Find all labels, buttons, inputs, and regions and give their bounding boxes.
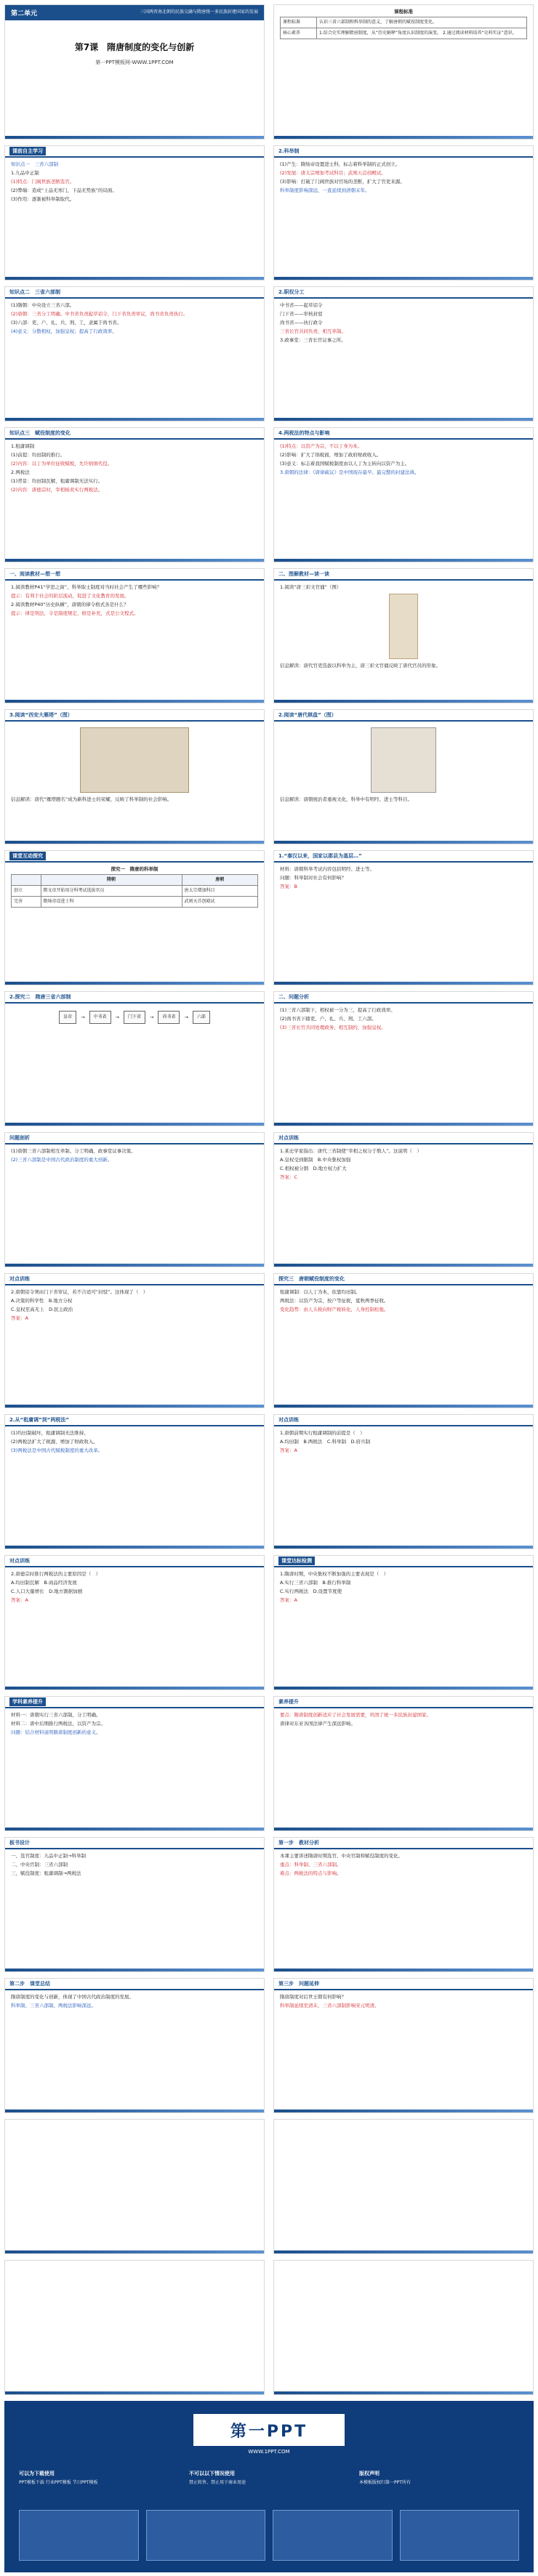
figure-placeholder [389, 594, 418, 659]
slide-header: 2.从“租庸调”到“两税法” [5, 1415, 264, 1426]
text-line: 隋唐制度对后世王朝有何影响？ [280, 1994, 346, 2000]
text-line: 科举制度影响深远，一直延续到清朝末年。 [280, 187, 370, 193]
text-line: 要点：隋唐制度创新适应了社会发展需要，巩固了统一多民族封建国家。 [280, 1712, 431, 1718]
slide-body [5, 722, 264, 807]
slide-header: 一、阅读教材—想一想 [5, 569, 264, 581]
footer-col-text: 本模板版权归第一PPT所有 [359, 2480, 411, 2485]
thumbnail-image[interactable] [19, 2510, 139, 2561]
text-line: 1.阅读“唐三彩文官俑”（图） [280, 584, 342, 590]
footer-col-title: 版权声明 [359, 2471, 380, 2476]
bottom-bar [274, 1969, 533, 1971]
text-line: 问题：结合材料说明隋唐制度创新的意义。 [11, 1729, 101, 1735]
bottom-bar [5, 418, 264, 421]
bottom-bar [274, 559, 533, 562]
text-line: 问题：科举制对社会有何影响？ [280, 875, 346, 881]
bottom-bar [274, 277, 533, 280]
bottom-bar [274, 1546, 533, 1549]
unit-band [5, 5, 264, 20]
text-line: 一、选官制度：九品中正制→科举制 [11, 1853, 86, 1859]
slide-25 [273, 1696, 534, 1831]
text-line: A.实行三省六部制 B.推行科举制 [280, 1580, 351, 1586]
slide-header: 2.探究二 隋唐三省六部制 [5, 992, 264, 1004]
slide-body [274, 1849, 533, 1881]
slide-5 [273, 286, 534, 421]
footer-banner [4, 2401, 534, 2572]
text-line: C.皇权至高无上 D.民主政治 [11, 1307, 73, 1312]
text-line: 答案：A [11, 1597, 28, 1603]
bottom-bar [5, 1123, 264, 1126]
slide-header [274, 1556, 533, 1567]
slide-header: 2.阅读“唐代棋盘”（图） [274, 710, 533, 722]
text-line: 科举制、三省六部制、两税法影响深远。 [11, 2003, 96, 2008]
bottom-bar [5, 1264, 264, 1267]
text-line: A.决策的科学性 B.地方分权 [11, 1298, 73, 1304]
bottom-bar [274, 700, 533, 703]
thumbnail-image[interactable] [273, 2510, 393, 2561]
bottom-bar [5, 841, 264, 844]
table-row [12, 897, 258, 908]
slide-17 [273, 1132, 534, 1267]
table-row [12, 875, 258, 886]
slide-28 [4, 1978, 265, 2113]
slide-body [5, 1708, 264, 1740]
thumbnail-image[interactable] [146, 2510, 266, 2561]
text-line: 科举制延续至清末，三省六部制影响宋元明清。 [280, 2003, 380, 2008]
slide-21 [273, 1414, 534, 1549]
slide-header: 对点训练 [5, 1556, 264, 1567]
footer-col [19, 2471, 179, 2486]
bottom-bar [5, 700, 264, 703]
table-header: 唐朝 [182, 875, 258, 886]
text-line: 二、中央官制：三省六部制 [11, 1862, 68, 1868]
structure-diagram: 皇帝 → 中书省 → 门下省 → 尚书省 → 六部 [11, 1011, 258, 1024]
slide-12 [4, 850, 265, 985]
table-row [281, 28, 527, 39]
text-line: (1)背景：均田制瓦解，租庸调制无法实行。 [11, 478, 103, 484]
text-line: (3)作用：逐渐被科举制取代。 [11, 196, 75, 202]
text-line: 三省长官共同负责，相互牵制。 [280, 328, 346, 334]
footer-col-text: PPT模板下载 行业PPT模板 节日PPT模板 [19, 2480, 98, 2485]
slide-body [5, 863, 264, 911]
table-cell: 隋文帝开始用分科考试选拔官员 [41, 886, 182, 897]
slide-body [274, 863, 533, 895]
goals-slide [273, 4, 534, 140]
text-line: 三、赋役制度：租庸调制→两税法 [11, 1870, 81, 1876]
text-line: (2)唐朝：三省分工明确。中书省负责起草诏令，门下省负责审议，尚书省负责执行。 [11, 311, 188, 317]
slide-body [274, 1426, 533, 1458]
slide-header: 4.两税法的特点与影响 [274, 428, 533, 440]
text-line: (2)三省六部制是中国古代政治制度的重大创新。 [11, 1157, 113, 1163]
bottom-bar [5, 1969, 264, 1971]
bottom-bar [5, 1546, 264, 1549]
blank-slide [4, 2260, 265, 2395]
table-cell: 完善 [12, 897, 41, 908]
slide-body [274, 1708, 533, 1732]
goals-title: 课程标准 [394, 9, 413, 15]
table-cell: 武则天首创殿试 [182, 897, 258, 908]
bottom-bar [274, 418, 533, 421]
text-line: (2)弊端：造成“上品无寒门，下品无势族”的局面。 [11, 187, 117, 193]
table-cell: 核心素养 [281, 28, 317, 39]
footer-col [359, 2471, 519, 2486]
text-line: (2)尚书省下辖吏、户、礼、兵、刑、工六部。 [280, 1016, 377, 1022]
text-line: 材料：唐朝科举考试内容包括明经、进士等。 [280, 866, 374, 872]
bottom-bar [274, 1405, 533, 1408]
slide-29 [273, 1978, 534, 2113]
text-line: 1.唐朝前期实行租庸调制的前提是（ ） [280, 1430, 365, 1436]
bottom-bar [274, 1687, 533, 1689]
footer-col-title: 可以为下载使用 [19, 2471, 55, 2476]
text-line: (2)内容：唐德宗时，宰相杨炎实行两税法。 [11, 487, 103, 493]
bottom-bar [5, 136, 264, 139]
text-line: 本课主要讲述隋唐时期选官、中央官制和赋役制度的变化。 [280, 1853, 403, 1859]
slide-23 [273, 1555, 534, 1690]
figure-placeholder [80, 727, 189, 793]
text-line: (1)前提：均田制的推行。 [11, 452, 65, 458]
slide-header: 对点训练 [274, 1415, 533, 1426]
slide-body [274, 722, 533, 807]
bottom-bar [5, 2250, 264, 2253]
text-line: 租庸调制：以人丁为本，依靠均田制。 [280, 1289, 361, 1295]
bottom-bar [5, 1687, 264, 1689]
text-line: 知识点一 三省六部制 [11, 161, 58, 167]
slide-14 [4, 991, 265, 1126]
text-line: 信息解读：唐代官吏选拔以科举为主，唐三彩文官俑反映了唐代官员的形象。 [280, 663, 441, 669]
diagram-node: 中书省 [89, 1011, 111, 1024]
header-tag: 课前自主学习 [9, 147, 46, 156]
table-cell: 课程标准 [281, 17, 317, 28]
slide-header: 探究三 唐朝赋役制度的变化 [274, 1274, 533, 1285]
table-cell: 1.结合史实理解隋唐制度，从“历史解释”角度认识制度的演变。 2.通过阅读材料培养“史料实证”意识。 [317, 28, 527, 39]
text-line: 中书省——起草诏令 [280, 302, 323, 308]
bottom-bar [274, 136, 533, 139]
slide-header: 第一步 教材分析 [274, 1838, 533, 1849]
diagram-node: 尚书省 [158, 1011, 180, 1024]
bottom-bar [274, 1264, 533, 1267]
blank-slide [273, 2260, 534, 2395]
text-line: 难点：两税法的特点与影响。 [280, 1870, 342, 1876]
text-line: (1)特点：以资产为宗，不以丁身为本。 [280, 443, 363, 449]
slide-body [274, 581, 533, 674]
slide-body [274, 440, 533, 480]
text-line: 2.唐德宗时推行两税法的主要原因是（ ） [11, 1571, 101, 1577]
table-header: 隋朝 [41, 875, 182, 886]
slide-header: 二、问题分析 [274, 992, 533, 1004]
slide-16 [4, 1132, 265, 1267]
text-line: 1.隋唐时期，中央集权不断加强的主要表现是（ ） [280, 1571, 389, 1577]
text-line: 尚书省——执行政令 [280, 320, 323, 326]
text-line: A.均田制瓦解 B.商品经济发展 [11, 1580, 77, 1586]
goals-table [280, 17, 527, 39]
header-tag: 学科素养提升 [9, 1697, 46, 1706]
text-line: 2.阅读教材P40“历史纵横”，唐朝的律令格式各是什么？ [11, 602, 129, 607]
text-line: 门下省——审核封驳 [280, 311, 323, 317]
text-line: (3)意义：标志着我国赋税制度由以人丁为主转向以资产为主。 [280, 461, 410, 467]
cover-slide [4, 4, 265, 140]
slide-4 [4, 286, 265, 421]
text-line: (3)影响：打破了门阀世族对官场的垄断，扩大了官吏来源。 [280, 179, 405, 185]
slide-body [274, 1144, 533, 1185]
bottom-bar [5, 559, 264, 562]
slide-20 [4, 1414, 265, 1549]
table-row [12, 886, 258, 897]
text-line: (1)特点：门阀世族垄断选官。 [11, 179, 75, 185]
text-line: 1.租庸调制 [11, 443, 35, 449]
text-line: 材料一：唐朝实行三省六部制，分工明确。 [11, 1712, 101, 1718]
text-line: 隋唐制度的变化与创新，体现了中国古代政治制度的发展。 [11, 1994, 134, 2000]
bottom-bar [5, 277, 264, 280]
footer-logo: 第一PPT [193, 2414, 345, 2446]
bottom-bar [274, 2109, 533, 2112]
header-tag: 课堂达标检测 [278, 1556, 315, 1565]
slide-body [274, 1990, 533, 2014]
slide-15 [273, 991, 534, 1126]
slide-body [274, 1004, 533, 1035]
diagram-node: 皇帝 [59, 1011, 76, 1024]
text-line: (2)两税法扩大了税源，增加了财政收入。 [11, 1439, 98, 1445]
slide-27 [273, 1837, 534, 1972]
footer-col [189, 2471, 349, 2486]
slide-header: 知识点三 赋役制度的变化 [5, 428, 264, 440]
slide-body [274, 1285, 533, 1317]
text-line: 1.某史学家指出：唐代三省制使“宰相之权分于数人”。这说明（ ） [280, 1148, 422, 1154]
text-line: C.实行两税法 D.设置节度使 [280, 1588, 342, 1594]
bottom-bar [5, 2109, 264, 2112]
thumbnail-image[interactable] [400, 2510, 520, 2561]
slide-header: 素养提升 [274, 1697, 533, 1708]
slide-18 [4, 1273, 265, 1408]
figure-placeholder [371, 727, 436, 793]
text-line: 答案：B [280, 884, 297, 889]
slide-header: 问题剖析 [5, 1133, 264, 1144]
text-line: 两税法：以资产为宗，按户等征税，夏秋两季征收。 [280, 1298, 389, 1304]
slide-header: 知识点二 三省六部制 [5, 287, 264, 299]
section-title: 探究一 隋唐的科举制 [111, 866, 158, 872]
footer-col-title: 不可以以下情况使用 [189, 2471, 235, 2476]
slide-body [274, 1567, 533, 1608]
slide-body [5, 1567, 264, 1608]
header-tag: 课堂互动探究 [9, 852, 46, 860]
diagram-node: 门下省 [124, 1011, 145, 1024]
table-cell: 认识三省六部制和科举制的意义，了解唐朝的赋役制度变化。 [317, 17, 527, 28]
footer-site[interactable]: WWW.1PPT.COM [248, 2449, 290, 2455]
text-line: (2)内容：以丁为单位征收赋税，允许纳绢代役。 [11, 461, 113, 467]
bottom-bar [5, 982, 264, 985]
slide-header [5, 1697, 264, 1708]
text-line: (2)影响：扩大了纳税面，增加了政府财政收入。 [280, 452, 382, 458]
table-cell: 创立 [12, 886, 41, 897]
bottom-bar [274, 2250, 533, 2253]
text-line: 信息解读：唐代“雁塔题名”成为新科进士的荣耀，反映了科举制的社会影响。 [11, 796, 172, 802]
slide-body [274, 299, 533, 348]
slide-2 [4, 145, 265, 280]
slide-header: 2.科举制 [274, 146, 533, 158]
text-line: (1)隋朝：中央设立三省六部。 [11, 302, 75, 308]
slide-11 [273, 709, 534, 844]
bottom-bar [274, 982, 533, 985]
text-line: 变化趋势：由人头税向财产税转化，人身控制松弛。 [280, 1307, 389, 1312]
text-line: (3)两税法是中国古代赋税制度的重大改革。 [11, 1448, 103, 1453]
slide-body [5, 1144, 264, 1168]
lesson-title: 第7课 隋唐制度的变化与创新 [74, 42, 195, 52]
bottom-bar [274, 841, 533, 844]
table-row [281, 17, 527, 28]
slide-header: 第三步 问题延伸 [274, 1979, 533, 1990]
text-line: 答案：C [280, 1174, 298, 1180]
footer-thumbnails [19, 2510, 519, 2561]
slide-body [5, 299, 264, 339]
bottom-bar [274, 1123, 533, 1126]
slide-body [5, 1849, 264, 1881]
slide-7 [273, 427, 534, 562]
slide-header: 2.职权分工 [274, 287, 533, 299]
footer-col-text: 禁止转售、禁止用于商业用途 [189, 2480, 246, 2485]
text-line: 答案：A [280, 1597, 297, 1603]
text-line: 3.唐朝的法律：《唐律疏议》是中国现存最早、最完整的封建法典。 [280, 469, 419, 475]
slide-body [5, 1426, 264, 1458]
compare-table [11, 874, 258, 908]
text-line: 提示：有利于社会的阶层流动，促进了文化教育的发展。 [11, 593, 129, 599]
text-line: (1)均田制破坏，租庸调制无法维持。 [11, 1430, 89, 1436]
slide-header: 第二步 课堂总结 [5, 1979, 264, 1990]
text-line: 信息解读：唐朝统治者重视文化，科举中有明经、进士等科目。 [280, 796, 412, 802]
bottom-bar [5, 1828, 264, 1830]
slide-header: 二、图解教材—读一读 [274, 569, 533, 581]
table-cell: 隋炀帝设进士科 [41, 897, 182, 908]
text-line: (3)六部：吏、户、礼、兵、刑、工，隶属于尚书省。 [11, 320, 122, 326]
slide-body [5, 1990, 264, 2014]
slide-3 [273, 145, 534, 280]
text-line: (4)意义：分散相权，加强皇权；提高了行政效率。 [11, 328, 117, 334]
footer-columns [19, 2471, 519, 2486]
slide-header: 1.“秦汉以来，国家以郡县为基层…” [274, 851, 533, 863]
text-line: (2)发展：唐太宗增加考试科目；武则天首创殿试。 [280, 170, 386, 176]
slide-body [5, 440, 264, 498]
slide-header: 板书设计 [5, 1838, 264, 1849]
text-line: 1.阅读教材P41“学思之窗”，科举取士制度对当时社会产生了哪些影响？ [11, 584, 162, 590]
text-line: 提示：律是刑法，令是制度规定，格是补充，式是公文程式。 [11, 610, 139, 616]
slide-6 [4, 427, 265, 562]
slide-10 [4, 709, 265, 844]
slide-header [5, 146, 264, 158]
text-line: A.均田制 B.两税法 C.科举制 D.府兵制 [280, 1439, 371, 1445]
text-line: (3)三省长官共同处理政务，相互制约，加强皇权。 [280, 1025, 386, 1030]
slide-body [5, 581, 264, 621]
slide-body [274, 158, 533, 198]
slide-19 [273, 1273, 534, 1408]
text-line: 答案：A [280, 1448, 297, 1453]
slide-8 [4, 568, 265, 703]
text-line: 材料二：唐中后期推行两税法，以资产为宗。 [11, 1721, 105, 1727]
slide-header: 3.阅读“西安大雁塔”（图） [5, 710, 264, 722]
slide-header: 对点训练 [5, 1274, 264, 1285]
text-line: (1)唐朝三省六部制相互牵制、分工明确，政事堂议事决策。 [11, 1148, 136, 1154]
unit-subtitle: 三国两晋南北朝的民族交融与隋唐统一多民族封建国家的发展 [140, 9, 258, 15]
site-url: 第一PPT模板网-WWW.1PPT.COM [95, 60, 174, 65]
slide-body [5, 158, 264, 207]
text-line: (1)产生：隋炀帝设置进士科，标志着科举制的正式创立。 [280, 161, 401, 167]
text-line: (1)三省六部制下，相权被一分为三，提高了行政效率。 [280, 1007, 396, 1013]
text-line: 答案：A [11, 1315, 28, 1321]
slide-13 [273, 850, 534, 985]
slide-9 [273, 568, 534, 703]
text-line: 2.唐朝诏令须由门下省审议，若不合适可“封驳”。这体现了（ ） [11, 1289, 148, 1295]
slide-body [5, 1004, 264, 1027]
slide-body [5, 1285, 264, 1326]
blank-slide [273, 2119, 534, 2254]
blank-slide [4, 2119, 265, 2254]
bottom-bar [274, 1828, 533, 1830]
slide-26 [4, 1837, 265, 1972]
text-line: 重点：科举制、三省六部制。 [280, 1862, 342, 1868]
diagram-node: 六部 [193, 1011, 210, 1024]
slide-header: 对点训练 [274, 1133, 533, 1144]
text-line: C.相权被分割 D.地方权力扩大 [280, 1166, 347, 1171]
text-line: C.人口大量增长 D.地方割据加剧 [11, 1588, 83, 1594]
slide-header [5, 851, 264, 863]
bottom-bar [5, 1405, 264, 1408]
text-line: 1.九品中正制 [11, 170, 39, 176]
text-line: 2.两税法 [11, 469, 30, 475]
unit-label: 第二单元 [11, 10, 38, 17]
table-header [12, 875, 41, 886]
bottom-bar [5, 2391, 264, 2394]
text-line: 唐律对东亚各国法律产生深远影响。 [280, 1721, 356, 1727]
slide-24 [4, 1696, 265, 1831]
text-line: 3.政事堂：三省长官议事之所。 [280, 337, 346, 343]
slide-22 [4, 1555, 265, 1690]
table-cell: 唐太宗增加科目 [182, 886, 258, 897]
bottom-bar [274, 2391, 533, 2394]
text-line: A.皇权受到限制 B.中央集权加强 [280, 1157, 351, 1163]
